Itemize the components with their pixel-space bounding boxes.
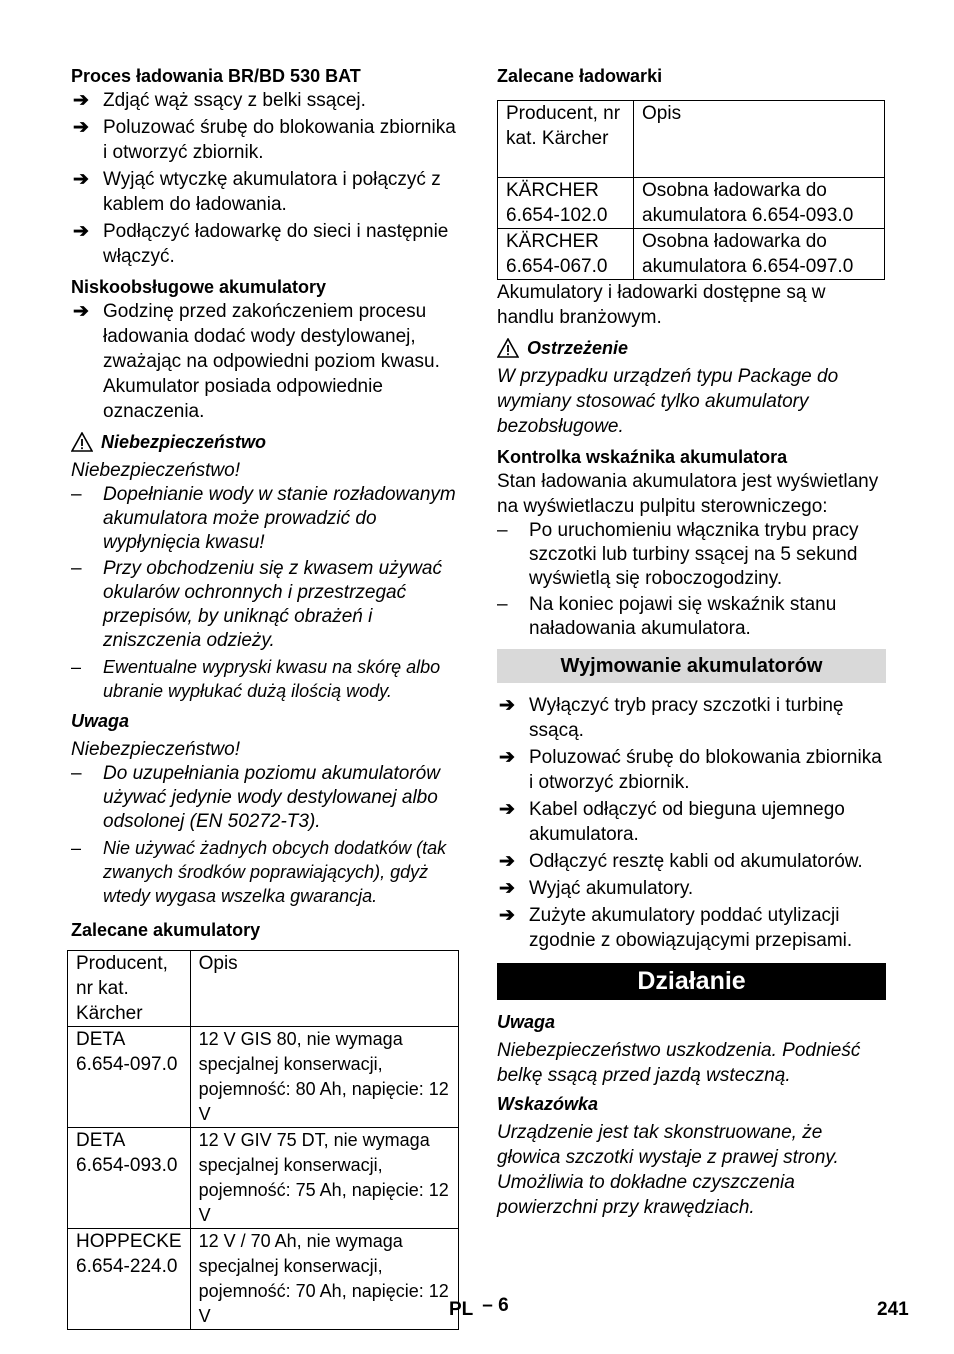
list-item: – Ewentualne wypryski kwasu na skórę albo ubranie wypłukać dużą ilością wody. bbox=[71, 657, 441, 701]
arrow-icon: ➔ bbox=[499, 747, 515, 768]
arrow-icon: ➔ bbox=[499, 878, 515, 899]
table-cell: DETA 6.654-097.0 bbox=[68, 1027, 191, 1128]
charging-heading: Proces ładowania BR/BD 530 BAT bbox=[71, 66, 361, 86]
table-header-row bbox=[498, 101, 885, 178]
list-item: ➔ Poluzować śrubę do blokowania zbiornika i otworzyć zbiornik. bbox=[499, 747, 882, 793]
list-item: ➔ Godzinę przed zakończeniem procesu ładowania dodać wody destylowanej, zważając na odpowiedni poziom kwasu. Akumulator posiada odpowiednie oznaczenia. bbox=[73, 301, 440, 422]
list-item: – Do uzupełniania poziomu akumulatorów używać jedynie wody destylowanej albo odsolonej (EN 50272-T3). bbox=[71, 763, 440, 832]
list-item: – Na koniec pojawi się wskaźnik stanu naładowania akumulatora. bbox=[497, 594, 837, 639]
indicator-heading: Kontrolka wskaźnika akumulatora bbox=[497, 447, 788, 467]
danger-items bbox=[71, 483, 458, 703]
arrow-icon: ➔ bbox=[499, 695, 515, 716]
note-intro: Niebezpieczeństwo! bbox=[71, 739, 240, 760]
footer-language: PL – 6 bbox=[449, 1295, 509, 1320]
table-row bbox=[498, 229, 885, 280]
batteries-table bbox=[67, 950, 459, 1330]
table-header-row bbox=[68, 951, 459, 1027]
operation-heading: Działanie bbox=[497, 963, 886, 1000]
removal-steps bbox=[497, 693, 886, 953]
table-header-cell: Producent, nr kat. Kärcher bbox=[498, 101, 634, 178]
operation-hint-text: Urządzenie jest tak skonstruowane, że głowica szczotki wystaje z prawej strony. Umożliwia to dokładne czyszczenia powierzchni przy krawędziach. bbox=[497, 1122, 839, 1218]
table-cell: 12 V GIS 80, nie wymaga specjalnej konserwacji, pojemność: 80 Ah, napięcie: 12 V bbox=[190, 1027, 458, 1128]
list-item: ➔ Zużyte akumulatory poddać utylizacji zgodnie z obowiązującymi przepisami. bbox=[499, 905, 853, 951]
table-row bbox=[68, 1027, 459, 1128]
arrow-icon: ➔ bbox=[73, 221, 89, 242]
list-item: ➔ Podłączyć ładowarkę do sieci i następnie włączyć. bbox=[73, 221, 449, 267]
page-number: 241 bbox=[877, 1299, 909, 1320]
list-item: – Dopełnianie wody w stanie rozładowanym akumulatora może prowadzić do wypłynięcia kwasu! bbox=[71, 484, 456, 553]
list-item: ➔ Wyłączyć tryb pracy szczotki i turbinę ssącą. bbox=[499, 695, 844, 741]
lowmaint-heading: Niskoobsługowe akumulatory bbox=[71, 277, 327, 297]
table-cell: HOPPECKE 6.654-224.0 bbox=[68, 1229, 191, 1330]
list-item: ➔ Wyjąć wtyczkę akumulatora i połączyć z kablem do ładowania. bbox=[73, 169, 441, 215]
arrow-icon: ➔ bbox=[73, 301, 89, 322]
operation-note-heading: Uwaga bbox=[497, 1012, 556, 1032]
table-header-cell: Opis bbox=[190, 951, 458, 1027]
arrow-icon: ➔ bbox=[499, 905, 515, 926]
list-item: – Nie używać żadnych obcych dodatków (tak zwanych środków poprawiających), gdyż wtedy wygasa wszelka gwarancja. bbox=[71, 838, 447, 906]
list-item: ➔ Poluzować śrubę do blokowania zbiornika i otworzyć zbiornik. bbox=[73, 117, 456, 163]
list-item: ➔ Zdjąć wąż ssący z belki ssącej. bbox=[73, 90, 366, 111]
batteries-heading: Zalecane akumulatory bbox=[71, 920, 261, 940]
list-item: ➔ Odłączyć resztę kabli od akumulatorów. bbox=[499, 851, 863, 872]
arrow-icon: ➔ bbox=[499, 851, 515, 872]
warning-triangle-icon bbox=[497, 338, 519, 358]
note-heading: Uwaga bbox=[71, 711, 130, 731]
list-item: – Po uruchomieniu włącznika trybu pracy szczotki lub turbiny ssącej na 5 sekund wyświetlą się roboczogodziny. bbox=[497, 520, 859, 589]
arrow-icon: ➔ bbox=[499, 799, 515, 820]
indicator-text: Stan ładowania akumulatora jest wyświetlany na wyświetlaczu pulpitu sterowniczego: bbox=[497, 471, 879, 517]
indicator-items bbox=[497, 519, 886, 641]
caution-text: W przypadku urządzeń typu Package do wymiany stosować tylko akumulatory bezobsługowe. bbox=[497, 366, 839, 437]
chargers-heading: Zalecane ładowarki bbox=[497, 66, 663, 86]
footer-section-page: – 6 bbox=[482, 1295, 509, 1316]
table-cell: DETA 6.654-093.0 bbox=[68, 1128, 191, 1229]
lowmaint-steps bbox=[71, 299, 458, 424]
right-column bbox=[497, 64, 886, 1220]
table-cell: 12 V GIV 75 DT, nie wymaga specjalnej konserwacji, pojemność: 75 Ah, napięcie: 12 V bbox=[190, 1128, 458, 1229]
caution-heading: Ostrzeżenie bbox=[497, 336, 886, 360]
table-cell: 12 V / 70 Ah, nie wymaga specjalnej konserwacji, pojemność: 70 Ah, napięcie: 12 V bbox=[190, 1229, 458, 1330]
operation-note-text: Niebezpieczeństwo uszkodzenia. Podnieść belkę ssącą przed jazdą wsteczną. bbox=[497, 1040, 861, 1086]
list-item: – Przy obchodzeniu się z kwasem używać okularów ochronnych i przestrzegać przepisów, by uniknąć obrażeń i zniszczenia odzieży. bbox=[71, 558, 442, 651]
chargers-table bbox=[497, 100, 885, 280]
charging-steps bbox=[71, 88, 458, 269]
table-row bbox=[498, 178, 885, 229]
warning-triangle-icon bbox=[71, 432, 93, 452]
table-header-cell: Producent, nr kat. Kärcher bbox=[68, 951, 191, 1027]
danger-intro: Niebezpieczeństwo! bbox=[71, 460, 240, 481]
table-row bbox=[68, 1128, 459, 1229]
table-cell: Osobna ładowarka do akumulatora 6.654-097.0 bbox=[634, 229, 885, 280]
table-cell: KÄRCHER 6.654-102.0 bbox=[498, 178, 634, 229]
arrow-icon: ➔ bbox=[73, 169, 89, 190]
table-cell: Osobna ładowarka do akumulatora 6.654-093.0 bbox=[634, 178, 885, 229]
arrow-icon: ➔ bbox=[73, 90, 89, 111]
table-row bbox=[68, 1229, 459, 1330]
list-item: ➔ Wyjąć akumulatory. bbox=[499, 878, 694, 899]
list-item: ➔ Kabel odłączyć od bieguna ujemnego akumulatora. bbox=[499, 799, 845, 845]
chargers-note: Akumulatory i ładowarki dostępne są w handlu branżowym. bbox=[497, 282, 826, 328]
operation-hint-heading: Wskazówka bbox=[497, 1094, 599, 1114]
table-header-cell: Opis bbox=[634, 101, 885, 178]
left-column bbox=[71, 64, 458, 1330]
arrow-icon: ➔ bbox=[73, 117, 89, 138]
danger-heading: Niebezpieczeństwo bbox=[71, 430, 458, 454]
removal-heading: Wyjmowanie akumulatorów bbox=[497, 649, 886, 683]
table-cell: KÄRCHER 6.654-067.0 bbox=[498, 229, 634, 280]
note-items bbox=[71, 762, 458, 908]
